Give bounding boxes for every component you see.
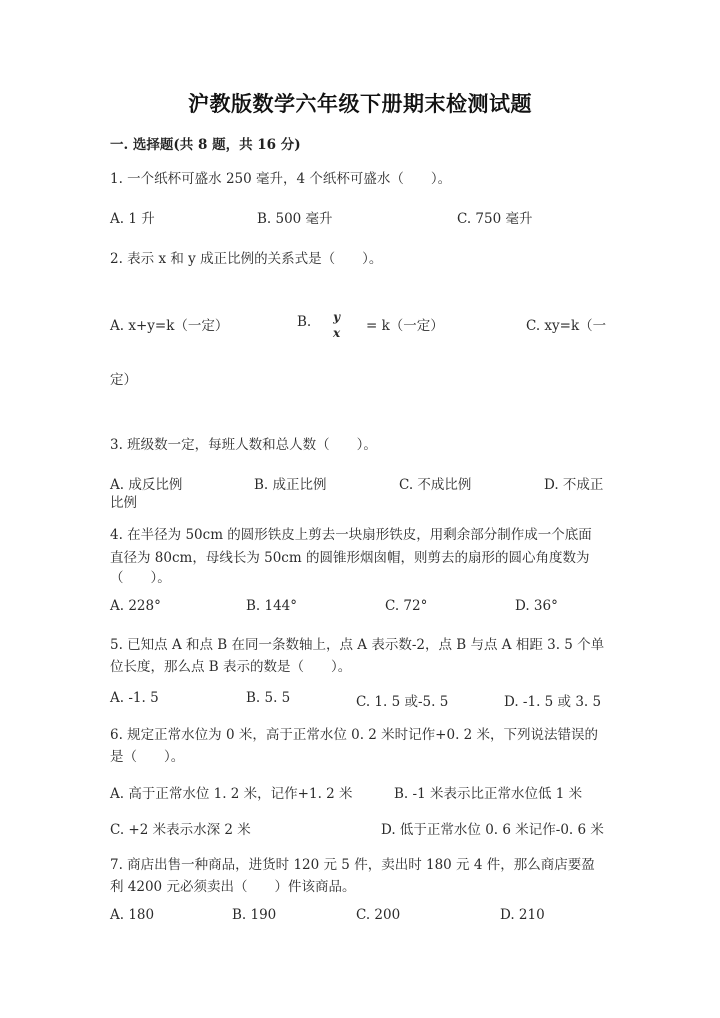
- q2-option-a: A. x+y=k（一定）: [110, 318, 229, 334]
- q4-option-d: D. 36°: [515, 598, 558, 614]
- q7-option-d: D. 210: [500, 907, 545, 923]
- q5-option-d: D. -1. 5 或 3. 5: [504, 694, 602, 710]
- question-5-line-2: 位长度，那么点 B 表示的数是（ ）。: [110, 659, 352, 675]
- q5-option-a: A. -1. 5: [110, 690, 159, 706]
- question-6-line-2: 是（ ）。: [110, 749, 185, 765]
- question-3-text: 3. 班级数一定，每班人数和总人数（ ）。: [110, 437, 377, 453]
- q4-option-c: C. 72°: [385, 598, 428, 614]
- q6-option-b: B. -1 米表示比正常水位低 1 米: [394, 786, 583, 802]
- q1-option-b: B. 500 毫升: [257, 211, 333, 227]
- q3-option-c: C. 不成比例: [399, 477, 472, 493]
- section-heading: 一. 选择题(共 8 题，共 16 分): [110, 137, 301, 153]
- q6-option-d: D. 低于正常水位 0. 6 米记作-0. 6 米: [381, 822, 604, 838]
- question-2-text: 2. 表示 x 和 y 成正比例的关系式是（ ）。: [110, 251, 383, 267]
- question-1-text: 1. 一个纸杯可盛水 250 毫升，4 个纸杯可盛水（ ）。: [110, 171, 452, 187]
- page-title: 沪教版数学六年级下册期末检测试题: [188, 92, 532, 116]
- q3-option-d-wrap: 比例: [110, 495, 137, 511]
- q6-option-c: C. +2 米表示水深 2 米: [110, 822, 251, 838]
- q5-option-c: C. 1. 5 或-5. 5: [356, 694, 449, 710]
- q7-option-c: C. 200: [356, 907, 401, 923]
- q2-option-b-label: B.: [297, 314, 312, 330]
- q3-option-b: B. 成正比例: [254, 477, 327, 493]
- q2-fraction: [333, 309, 340, 341]
- question-7-line-2: 利 4200 元必须卖出（ ）件该商品。: [110, 879, 356, 895]
- q7-option-b: B. 190: [232, 907, 277, 923]
- q3-option-a: A. 成反比例: [110, 477, 183, 493]
- q1-option-a: A. 1 升: [110, 211, 155, 227]
- q5-option-b: B. 5. 5: [246, 690, 291, 706]
- question-5-line-1: 5. 已知点 A 和点 B 在同一条数轴上，点 A 表示数-2，点 B 与点 A 相距 3. 5 个单: [110, 637, 605, 653]
- question-7-line-1: 7. 商店出售一种商品，进货时 120 元 5 件，卖出时 180 元 4 件，那么商店要盈: [110, 857, 595, 873]
- question-4-line-3: （ ）。: [110, 570, 171, 586]
- q1-option-c: C. 750 毫升: [457, 211, 533, 227]
- q4-option-a: A. 228°: [110, 598, 161, 614]
- q2-option-b-rest: = k（一定）: [366, 318, 444, 334]
- question-4-line-1: 4. 在半径为 50cm 的圆形铁皮上剪去一块扇形铁皮，用剩余部分制作成一个底面: [110, 527, 592, 543]
- q4-option-b: B. 144°: [246, 598, 298, 614]
- fraction-numerator: y: [333, 310, 341, 324]
- q7-option-a: A. 180: [110, 907, 155, 923]
- fraction-denominator: x: [333, 326, 341, 340]
- q2-option-c-wrap: 定）: [110, 372, 137, 388]
- question-4-line-2: 直径为 80cm，母线长为 50cm 的圆锥形烟囱帽，则剪去的扇形的圆心角度数为: [110, 550, 590, 566]
- q2-option-c: C. xy=k（一: [526, 318, 607, 334]
- q3-option-d: D. 不成正: [544, 477, 604, 493]
- q6-option-a: A. 高于正常水位 1. 2 米，记作+1. 2 米: [110, 786, 353, 802]
- question-6-line-1: 6. 规定正常水位为 0 米，高于正常水位 0. 2 米时记作+0. 2 米，下列说法错误的: [110, 727, 599, 743]
